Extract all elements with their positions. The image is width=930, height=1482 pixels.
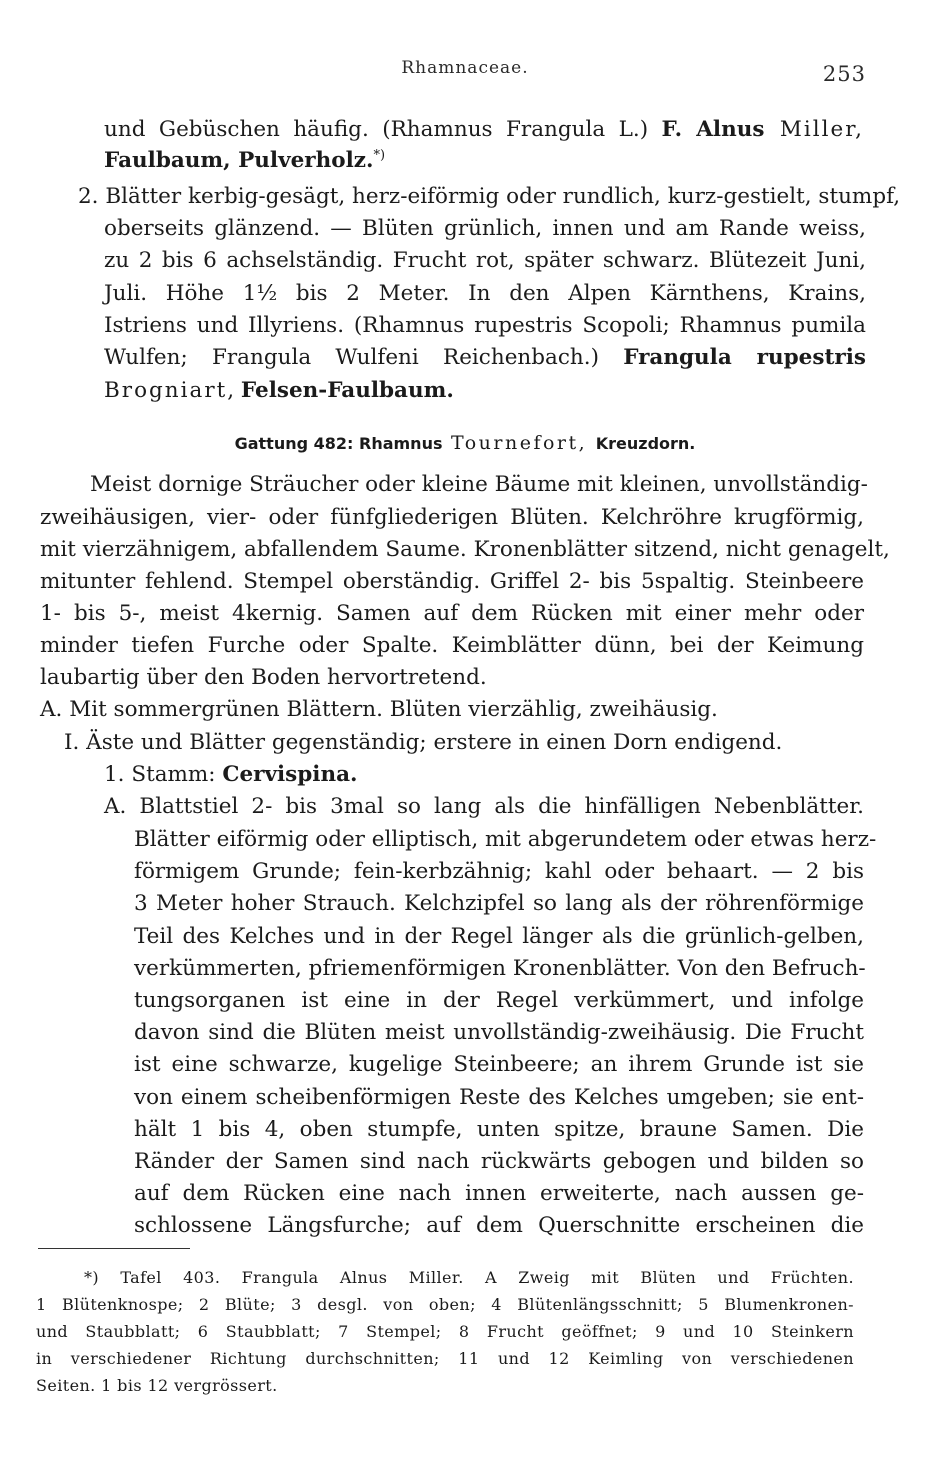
text-line: mitunter fehlend. Stempel oberständig. Griffel 2- bis 5spaltig. Steinbeere [40, 569, 864, 594]
stamm-name: Cervispina. [222, 762, 358, 787]
text-line: 1- bis 5-, meist 4kernig. Samen auf dem Rücken mit einer mehr oder [40, 601, 864, 626]
text-line: und Gebüschen häufig. (Rhamnus Frangula L.) F. Alnus Miller, [104, 117, 864, 142]
text-line: Blätter eiförmig oder elliptisch, mit abgerundetem oder etwas herz- [134, 827, 877, 852]
text-line: Meist dornige Sträucher oder kleine Bäume mit kleinen, unvollständig- [90, 472, 868, 497]
text-line: förmigem Grunde; fein-kerbzähnig; kahl oder behaart. — 2 bis [134, 859, 864, 884]
species-name: F. Alnus [661, 117, 765, 142]
text-line: oberseits glänzend. — Blüten grünlich, innen und am Rande weiss, [104, 216, 866, 241]
text-line: Teil des Kelches und in der Regel länger als die grünlich-gelben, [134, 924, 864, 949]
footnote-line: in verschiedener Richtung durchschnitten; 11 und 12 Keimling von verschiedenen [36, 1349, 854, 1368]
text-line: auf dem Rücken eine nach innen erweiterte, nach aussen ge- [134, 1181, 864, 1206]
species-name: Frangula rupestris [623, 345, 866, 370]
text-line: I. Äste und Blätter gegenständig; erstere in einen Dorn endigend. [64, 730, 783, 755]
text-line: Ränder der Samen sind nach rückwärts gebogen und bilden so [134, 1149, 864, 1174]
text-line: A. Blattstiel 2- bis 3mal so lang als die hinfälligen Nebenblätter. [104, 794, 864, 819]
text-line: minder tiefen Furche oder Spalte. Keimblätter dünn, bei der Keimung [40, 633, 864, 658]
footnote-line: und Staubblatt; 6 Staubblatt; 7 Stempel; 8 Frucht geöffnet; 9 und 10 Steinkern [36, 1322, 854, 1341]
text-line: 2. Blätter kerbig-gesägt, herz-eiförmig oder rundlich, kurz-gestielt, stumpf, [78, 184, 901, 209]
common-name: Felsen-Faulbaum. [240, 378, 454, 403]
text-line: Istriens und Illyriens. (Rhamnus rupestris Scopoli; Rhamnus pumila [104, 313, 866, 338]
author-name: Brogniart [104, 378, 228, 403]
genus-heading: Gattung 482: Rhamnus Tournefort, Kreuzdorn. [234, 432, 696, 454]
text-line: davon sind die Blüten meist unvollständig-zweihäusig. Die Frucht [134, 1020, 864, 1045]
text-line: mit vierzähnigem, abfallendem Saume. Kronenblätter sitzend, nicht genagelt, [40, 537, 890, 562]
text-line: verkümmerten, pfriemenförmigen Kronenblätter. Von den Befruch- [134, 956, 866, 981]
text-line: Wulfen; Frangula Wulfeni Reichenbach.) Frangula rupestris [104, 345, 866, 370]
footnote-marker: *) [373, 148, 386, 163]
text-line: A. Mit sommergrünen Blättern. Blüten vierzählig, zweihäusig. [40, 697, 718, 722]
text-line: ist eine schwarze, kugelige Steinbeere; an ihrem Grunde ist sie [134, 1052, 864, 1077]
footnote-line: 1 Blütenknospe; 2 Blüte; 3 desgl. von oben; 4 Blütenlängsschnitt; 5 Blumenkronen- [36, 1295, 854, 1314]
text-line: hält 1 bis 4, oben stumpfe, unten spitze, braune Samen. Die [134, 1117, 864, 1142]
footnote-divider [38, 1248, 190, 1249]
common-name: Faulbaum, Pulverholz. [104, 148, 374, 174]
text-line: von einem scheibenförmigen Reste des Kelches umgeben; sie ent- [134, 1085, 864, 1110]
footnote-line: Seiten. 1 bis 12 vergrössert. [36, 1376, 278, 1395]
text-line: zweihäusigen, vier- oder fünfgliederigen Blüten. Kelchröhre krugförmig, [40, 505, 864, 530]
page-number: 253 [822, 62, 866, 86]
text-line [104, 148, 864, 173]
text-line: 1. Stamm: Cervispina. [104, 762, 358, 787]
footnote-line: *) Tafel 403. Frangula Alnus Miller. A Zweig mit Blüten und Früchten. [84, 1268, 854, 1287]
text-line: laubartig über den Boden hervortretend. [40, 665, 487, 690]
text-line: 3 Meter hoher Strauch. Kelchzipfel so lang als der röhrenförmige [134, 891, 864, 916]
text-line: schlossene Längsfurche; auf dem Querschnitte erscheinen die [134, 1213, 864, 1238]
text-line: tungsorganen ist eine in der Regel verkümmert, und infolge [134, 988, 864, 1013]
text-line: zu 2 bis 6 achselständig. Frucht rot, später schwarz. Blütezeit Juni, [104, 248, 866, 273]
running-title: Rhamnaceae. [401, 58, 529, 78]
text-line: Brogniart, Felsen-Faulbaum. [104, 378, 454, 403]
text-line: Juli. Höhe 1½ bis 2 Meter. In den Alpen Kärnthens, Krains, [104, 281, 866, 306]
